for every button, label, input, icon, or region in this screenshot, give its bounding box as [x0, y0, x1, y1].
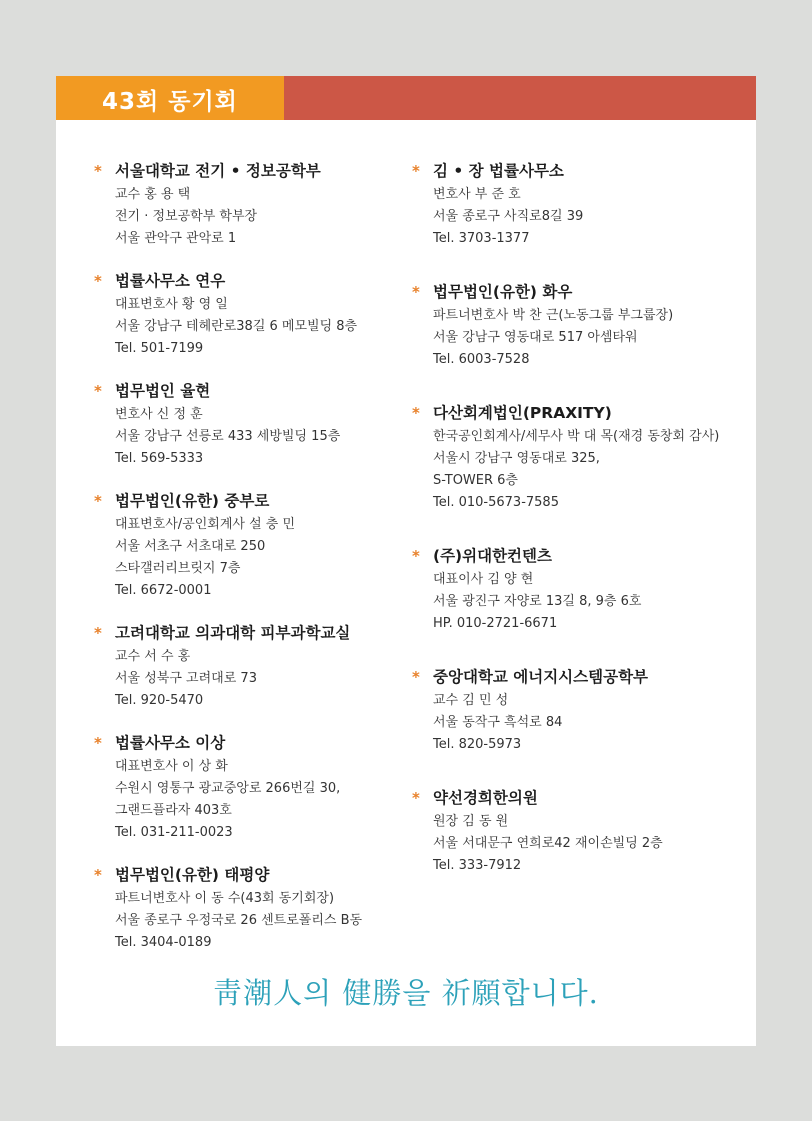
entry-detail-line: 파트너변호사 이 동 수(43회 동기회장): [115, 891, 335, 906]
bullet-asterisk: *: [94, 272, 102, 290]
entry-detail-line: 교수 서 수 홍: [115, 649, 191, 664]
entry-detail-line: Tel. 6003-7528: [433, 352, 530, 367]
entry-detail-line: 스타갤러리브릿지 7층: [115, 561, 241, 576]
bullet-asterisk: *: [94, 624, 102, 642]
entry-detail-line: 서울시 강남구 영동대로 325,: [433, 451, 600, 466]
bullet-asterisk: *: [94, 492, 102, 510]
entry-detail-line: 대표변호사 이 상 화: [115, 759, 228, 774]
entry-name: 법무법인(유한) 태평양: [115, 866, 270, 884]
entry-name: 법률사무소 이상: [115, 734, 226, 752]
header-banner: [56, 76, 756, 120]
bullet-asterisk: *: [94, 734, 102, 752]
bullet-asterisk: *: [94, 382, 102, 400]
entry-name: 법률사무소 연우: [115, 272, 226, 290]
entry-detail-line: 서울 성북구 고려대로 73: [115, 671, 257, 686]
entry-detail-line: 교수 김 민 성: [433, 693, 509, 708]
entry-detail-line: 서울 서대문구 연희로42 재이손빌딩 2층: [433, 836, 663, 851]
entry-name: 법무법인(유한) 화우: [433, 283, 573, 301]
directory-entry: [94, 622, 394, 712]
page-card: [56, 76, 756, 1046]
entry-name: 김 • 장 법률사무소: [433, 162, 564, 180]
entry-name: 법무법인 율현: [115, 382, 211, 400]
entry-detail-line: 그랜드플라자 403호: [115, 803, 232, 818]
entry-detail-line: 교수 홍 용 택: [115, 187, 191, 202]
bullet-asterisk: *: [412, 668, 420, 686]
directory-entry: [412, 666, 742, 756]
directory-entry: [94, 160, 394, 250]
entry-detail-line: Tel. 3404-0189: [115, 935, 212, 950]
motto-text: 靑潮人의 健勝을 祈願합니다.: [213, 976, 599, 1010]
entry-detail-line: Tel. 333-7912: [433, 858, 522, 873]
entry-detail-line: 전기 · 정보공학부 학부장: [115, 209, 258, 224]
entry-detail-line: HP. 010-2721-6671: [433, 616, 558, 631]
entry-detail-line: 서울 서초구 서초대로 250: [115, 539, 266, 554]
bullet-asterisk: *: [94, 866, 102, 884]
directory-entry: [412, 545, 742, 635]
entry-name: 고려대학교 의과대학 피부과학교실: [115, 624, 351, 642]
entry-detail-line: 서울 관악구 관악로 1: [115, 231, 237, 246]
entry-detail-line: 대표변호사 황 영 일: [115, 297, 228, 312]
entry-name: 법무법인(유한) 중부로: [115, 492, 270, 510]
entry-detail-line: Tel. 010-5673-7585: [433, 495, 559, 510]
entry-detail-line: 서울 종로구 우정국로 26 센트로폴리스 B동: [115, 913, 363, 928]
entry-name: 약선경희한의원: [433, 789, 538, 807]
directory-entry: [94, 732, 394, 844]
entry-detail-line: 파트너변호사 박 찬 근(노동그룹 부그룹장): [433, 308, 674, 323]
bullet-asterisk: *: [412, 162, 420, 180]
entry-detail-line: 서울 강남구 영동대로 517 아셈타워: [433, 330, 638, 345]
entry-detail-line: Tel. 501-7199: [115, 341, 204, 356]
bullet-asterisk: *: [412, 789, 420, 807]
directory-entry: [94, 380, 394, 470]
entry-detail-line: Tel. 820-5973: [433, 737, 522, 752]
page-title: 43회 동기회: [102, 89, 238, 115]
bullet-asterisk: *: [412, 547, 420, 565]
entry-detail-line: 변호사 부 준 호: [433, 187, 521, 202]
entry-detail-line: Tel. 031-211-0023: [115, 825, 233, 840]
entry-name: 중앙대학교 에너지시스템공학부: [433, 668, 649, 686]
entry-detail-line: 원장 김 동 원: [433, 814, 509, 829]
entry-detail-line: S-TOWER 6층: [433, 473, 518, 488]
entry-detail-line: Tel. 3703-1377: [433, 231, 530, 246]
entry-detail-line: Tel. 569-5333: [115, 451, 204, 466]
directory-entry: [94, 864, 394, 954]
entry-detail-line: Tel. 920-5470: [115, 693, 204, 708]
entry-detail-line: 서울 광진구 자양로 13길 8, 9층 6호: [433, 594, 642, 609]
entry-detail-line: 서울 종로구 사직로8길 39: [433, 209, 584, 224]
directory-entry: [412, 402, 742, 514]
entry-name: 서울대학교 전기 • 정보공학부: [115, 162, 321, 180]
entry-detail-line: 대표변호사/공인회계사 설 충 민: [115, 517, 296, 532]
directory-entry: [412, 160, 742, 250]
right-column: [412, 160, 742, 908]
bullet-asterisk: *: [412, 404, 420, 422]
entry-detail-line: Tel. 6672-0001: [115, 583, 212, 598]
left-column: [94, 160, 394, 974]
entry-detail-line: 수원시 영통구 광교중앙로 266번길 30,: [115, 781, 341, 796]
directory-entry: [412, 281, 742, 371]
directory-entry: [94, 270, 394, 360]
entry-detail-line: 한국공인회계사/세무사 박 대 목(재경 동창회 감사): [433, 429, 720, 444]
entry-detail-line: 서울 강남구 선릉로 433 세방빌딩 15층: [115, 429, 341, 444]
entry-detail-line: 대표이사 김 양 현: [433, 572, 534, 587]
entry-detail-line: 서울 강남구 테헤란로38길 6 메모빌딩 8층: [115, 319, 358, 334]
directory-entry: [412, 787, 742, 877]
entry-detail-line: 서울 동작구 흑석로 84: [433, 715, 563, 730]
entry-detail-line: 변호사 신 정 훈: [115, 407, 203, 422]
entry-name: (주)위대한컨텐츠: [433, 547, 552, 565]
bullet-asterisk: *: [412, 283, 420, 301]
bullet-asterisk: *: [94, 162, 102, 180]
entry-name: 다산회계법인(PRAXITY): [433, 404, 612, 422]
directory-entry: [94, 490, 394, 602]
